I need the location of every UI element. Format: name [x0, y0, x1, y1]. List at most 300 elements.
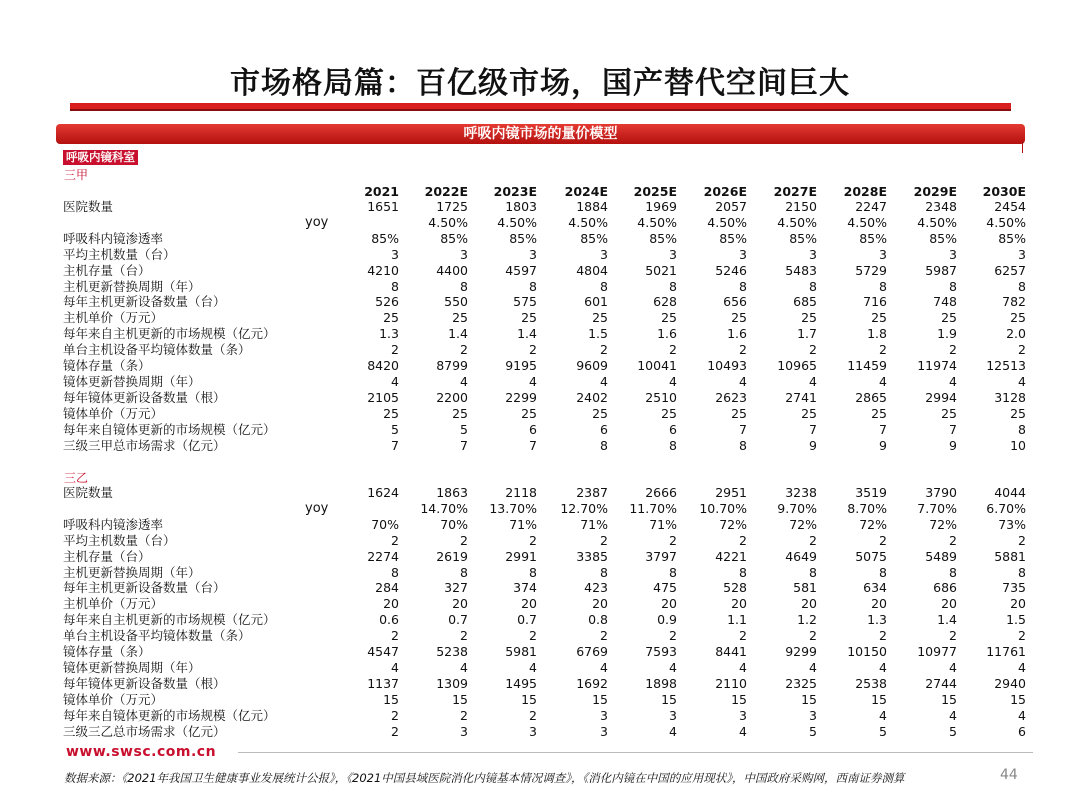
- table-cell: 2118: [505, 485, 537, 500]
- table-cell: 0.7: [517, 612, 537, 628]
- table-row: [63, 231, 1029, 247]
- table-cell: 5: [391, 421, 399, 437]
- table-cell: 15: [592, 691, 608, 707]
- table-cell: 25: [521, 405, 537, 421]
- table-cell: 2: [391, 723, 399, 739]
- table-cell: 1.9: [937, 326, 957, 342]
- table-cell: 2150: [785, 199, 817, 214]
- table-cell: 20: [941, 596, 957, 612]
- row-label: 呼吸科内镜渗透率: [63, 230, 164, 246]
- column-header: 2030E: [982, 184, 1026, 199]
- table-cell: 2: [739, 342, 747, 358]
- table-cell: 5729: [855, 262, 887, 278]
- table-cell: 9609: [576, 358, 608, 373]
- row-label: 镜体存量（条）: [63, 358, 151, 373]
- table-cell: 4: [809, 373, 817, 389]
- table-cell: 4: [879, 659, 887, 675]
- table-cell: 4.50%: [568, 214, 608, 230]
- table-cell: 8: [739, 278, 747, 294]
- table-cell: 550: [444, 294, 468, 310]
- table-cell: 8: [669, 437, 677, 453]
- section-header-bar: [56, 124, 1025, 144]
- table-cell: 575: [513, 294, 537, 310]
- table-cell: 1725: [436, 199, 468, 214]
- table-cell: 4597: [505, 262, 537, 278]
- table-cell: 85%: [929, 230, 957, 246]
- table-cell: 8: [809, 564, 817, 580]
- table-cell: 1.4: [448, 326, 468, 342]
- table-cell: 2200: [436, 389, 468, 405]
- row-label: 每年来自主机更新的市场规模（亿元）: [63, 326, 276, 342]
- table-cell: 3: [460, 723, 468, 739]
- row-label: 每年镜体更新设备数量（根）: [63, 675, 226, 691]
- column-header: 2026E: [703, 184, 747, 199]
- table-header-row: [63, 184, 1029, 200]
- section-title: 呼吸内镜市场的量价模型: [463, 126, 618, 142]
- table-cell: 2741: [785, 389, 817, 405]
- table-cell: 716: [863, 294, 887, 310]
- table-cell: 4: [529, 659, 537, 675]
- table-cell: 4804: [576, 262, 608, 278]
- table-cell: 8: [460, 564, 468, 580]
- row-label: 单台主机设备平均镜体数量（条）: [63, 342, 251, 358]
- table-cell: 15: [661, 691, 677, 707]
- table-cell: 85%: [789, 230, 817, 246]
- table-cell: 4: [460, 659, 468, 675]
- table-cell: 72%: [929, 516, 957, 532]
- table-cell: 3128: [994, 389, 1026, 405]
- table-cell: 4400: [436, 262, 468, 278]
- table-cell: 9: [879, 437, 887, 453]
- table-cell: 2247: [855, 199, 887, 214]
- table-cell: 2: [460, 342, 468, 358]
- table-cell: 5238: [436, 644, 468, 659]
- table-cell: 2: [529, 342, 537, 358]
- table-row: [63, 724, 1029, 740]
- table-cell: 1309: [436, 675, 468, 691]
- table-cell: 3238: [785, 485, 817, 500]
- table-cell: 3797: [645, 548, 677, 564]
- table-cell: 2: [460, 532, 468, 548]
- table-cell: 8: [1018, 278, 1026, 294]
- table-row: [63, 199, 1029, 215]
- table-cell: 10965: [777, 358, 817, 373]
- table-cell: 7: [739, 421, 747, 437]
- table-cell: 4: [879, 373, 887, 389]
- table-cell: 0.7: [448, 612, 468, 628]
- table-cell: 20: [521, 596, 537, 612]
- table-cell: 3: [529, 246, 537, 262]
- table-row: [63, 263, 1029, 279]
- table-cell: 2666: [645, 485, 677, 500]
- table-cell: 2: [1018, 532, 1026, 548]
- table-cell: 1495: [505, 675, 537, 691]
- table-cell: 8: [669, 278, 677, 294]
- table-cell: 4: [949, 707, 957, 723]
- table-cell: 25: [661, 405, 677, 421]
- table-row: [63, 565, 1029, 581]
- table-cell: 3: [600, 723, 608, 739]
- column-header: 2022E: [424, 184, 468, 199]
- table-cell: 2299: [505, 389, 537, 405]
- data-source-note: 数据来源：《2021年我国卫生健康事业发展统计公报》，《2021中国县域医院消化内镜基本情况调查》，《消化内镜在中国的应用现状》，中国政府采购网，西南证券测算: [64, 771, 905, 785]
- table-cell: 581: [793, 580, 817, 596]
- table-cell: 85%: [719, 230, 747, 246]
- table-cell: 15: [521, 691, 537, 707]
- table-cell: 1.8: [867, 326, 887, 342]
- group-label-sanjia: 三甲: [64, 168, 89, 182]
- table-row: [63, 549, 1029, 565]
- table-row: [63, 676, 1029, 692]
- table-row: [63, 708, 1029, 724]
- table-cell: 5881: [994, 548, 1026, 564]
- table-cell: 85%: [440, 230, 468, 246]
- table-cell: 4: [669, 723, 677, 739]
- table-cell: 9.70%: [777, 500, 817, 516]
- table-cell: 4: [949, 659, 957, 675]
- row-label: 每年来自主机更新的市场规模（亿元）: [63, 612, 276, 628]
- title-underline-shadow: [70, 109, 1011, 111]
- table-cell: 3519: [855, 485, 887, 500]
- table-cell: 1.5: [588, 326, 608, 342]
- table-cell: 601: [584, 294, 608, 310]
- table-cell: 25: [452, 310, 468, 326]
- table-cell: 2.0: [1006, 326, 1026, 342]
- table-cell: 25: [383, 310, 399, 326]
- table-cell: 25: [871, 405, 887, 421]
- table-cell: 5483: [785, 262, 817, 278]
- page-title: 市场格局篇：百亿级市场，国产替代空间巨大: [230, 66, 850, 101]
- table-cell: 2: [529, 628, 537, 644]
- table-cell: 4221: [715, 548, 747, 564]
- table-cell: 4: [949, 373, 957, 389]
- column-header: 2023E: [493, 184, 537, 199]
- table-cell: 7: [879, 421, 887, 437]
- table-cell: 72%: [859, 516, 887, 532]
- table-cell: 4.50%: [707, 214, 747, 230]
- table-cell: 2951: [715, 485, 747, 500]
- table-cell: 1884: [576, 199, 608, 214]
- table-cell: 11.70%: [629, 500, 677, 516]
- table-cell: 20: [731, 596, 747, 612]
- table-cell: 73%: [998, 516, 1026, 532]
- table-cell: 2: [879, 532, 887, 548]
- table-cell: 2: [529, 707, 537, 723]
- table-cell: 5: [809, 723, 817, 739]
- table-row: [63, 580, 1029, 596]
- table-cell: 526: [375, 294, 399, 310]
- column-header: 2025E: [633, 184, 677, 199]
- column-header: 2028E: [843, 184, 887, 199]
- table-cell: 2: [460, 707, 468, 723]
- table-cell: 8: [739, 437, 747, 453]
- table-cell: 4: [669, 373, 677, 389]
- table-cell: 5: [949, 723, 957, 739]
- table-cell: 4649: [785, 548, 817, 564]
- table-cell: 1137: [367, 675, 399, 691]
- page-number: 44: [1000, 767, 1018, 783]
- table-cell: 1.1: [727, 612, 747, 628]
- table-cell: 3: [949, 246, 957, 262]
- table-cell: 2: [600, 342, 608, 358]
- table-cell: 71%: [509, 516, 537, 532]
- row-label: 主机更新替换周期（年）: [63, 278, 201, 294]
- table-cell: 2274: [367, 548, 399, 564]
- table-cell: 25: [731, 310, 747, 326]
- table-cell: 8: [460, 278, 468, 294]
- table-cell: 6: [600, 421, 608, 437]
- table-cell: 4: [739, 373, 747, 389]
- table-cell: 327: [444, 580, 468, 596]
- row-label: 每年镜体更新设备数量（根）: [63, 389, 226, 405]
- table-cell: 4: [1018, 373, 1026, 389]
- table-cell: 71%: [580, 516, 608, 532]
- table-cell: 8: [1018, 421, 1026, 437]
- table-cell: 7: [460, 437, 468, 453]
- table-cell: 3: [669, 246, 677, 262]
- website-link[interactable]: www.swsc.com.cn: [66, 744, 217, 760]
- table-cell: 2: [600, 628, 608, 644]
- table-cell: 6: [529, 421, 537, 437]
- table-cell: 85%: [371, 230, 399, 246]
- table-cell: 3: [391, 246, 399, 262]
- table-cell: 14.70%: [420, 500, 468, 516]
- row-label: 主机单价（万元）: [63, 596, 164, 612]
- table-cell: 4: [879, 707, 887, 723]
- table-cell: 2: [460, 628, 468, 644]
- row-label: 每年主机更新设备数量（台）: [63, 294, 226, 310]
- row-label: 主机存量（台）: [63, 548, 151, 564]
- table-cell: 9: [949, 437, 957, 453]
- department-label: 呼吸内镜科室: [63, 150, 138, 165]
- table-cell: 5246: [715, 262, 747, 278]
- table-cell: 25: [592, 310, 608, 326]
- table-cell: 1.4: [517, 326, 537, 342]
- table-cell: 10: [1010, 437, 1026, 453]
- table-cell: 15: [1010, 691, 1026, 707]
- table-row: [63, 247, 1029, 263]
- table-row: [63, 517, 1029, 533]
- table-cell: 9195: [505, 358, 537, 373]
- table-cell: 25: [1010, 405, 1026, 421]
- table-cell: 2865: [855, 389, 887, 405]
- table-row: [63, 310, 1029, 326]
- yoy-label: yoy: [305, 500, 329, 516]
- table-cell: 25: [661, 310, 677, 326]
- column-header: 2027E: [773, 184, 817, 199]
- column-header: 2024E: [564, 184, 608, 199]
- table-cell: 1.2: [797, 612, 817, 628]
- table-cell: 3: [460, 246, 468, 262]
- table-cell: 3: [809, 707, 817, 723]
- table-cell: 7: [529, 437, 537, 453]
- table-row: [63, 358, 1029, 374]
- table-row: [63, 342, 1029, 358]
- table-cell: 475: [653, 580, 677, 596]
- table-cell: 4: [1018, 707, 1026, 723]
- table-cell: 25: [383, 405, 399, 421]
- table-cell: 8: [600, 278, 608, 294]
- table-cell: 2510: [645, 389, 677, 405]
- table-cell: 3: [739, 246, 747, 262]
- table-cell: 10493: [707, 358, 747, 373]
- table-cell: 2105: [367, 389, 399, 405]
- table-cell: 8.70%: [847, 500, 887, 516]
- table-cell: 7593: [645, 644, 677, 659]
- table-cell: 685: [793, 294, 817, 310]
- table-cell: 3790: [925, 485, 957, 500]
- table-cell: 2: [809, 532, 817, 548]
- table-cell: 25: [941, 310, 957, 326]
- table-cell: 2: [1018, 342, 1026, 358]
- table-cell: 5: [879, 723, 887, 739]
- table-cell: 8: [949, 564, 957, 580]
- table-cell: 3: [809, 246, 817, 262]
- table-cell: 10.70%: [699, 500, 747, 516]
- table-cell: 20: [1010, 596, 1026, 612]
- table-cell: 2110: [715, 675, 747, 691]
- table-cell: 2: [669, 342, 677, 358]
- table-cell: 5489: [925, 548, 957, 564]
- table-cell: 4: [529, 373, 537, 389]
- table-cell: 2744: [925, 675, 957, 691]
- table-cell: 9299: [785, 644, 817, 659]
- table-cell: 25: [452, 405, 468, 421]
- table-cell: 1624: [367, 485, 399, 500]
- table-cell: 25: [871, 310, 887, 326]
- footer-rule: [238, 752, 1033, 753]
- table-cell: 2325: [785, 675, 817, 691]
- table-cell: 0.9: [657, 612, 677, 628]
- table-cell: 1.3: [379, 326, 399, 342]
- row-label: 主机更新替换周期（年）: [63, 564, 201, 580]
- table-cell: 4.50%: [986, 214, 1026, 230]
- table-cell: 5981: [505, 644, 537, 659]
- row-label: 镜体存量（条）: [63, 644, 151, 659]
- table-cell: 6.70%: [986, 500, 1026, 516]
- table-cell: 284: [375, 580, 399, 596]
- table-cell: 2: [809, 628, 817, 644]
- row-label: 镜体单价（万元）: [63, 405, 164, 421]
- table-cell: 0.8: [588, 612, 608, 628]
- table-cell: 3385: [576, 548, 608, 564]
- column-header: 2029E: [913, 184, 957, 199]
- row-label: 主机单价（万元）: [63, 310, 164, 326]
- row-label: 医院数量: [63, 485, 114, 500]
- table-row: [63, 326, 1029, 342]
- table-row: [63, 644, 1029, 660]
- row-label: 医院数量: [63, 199, 114, 214]
- table-cell: 20: [452, 596, 468, 612]
- table-cell: 4.50%: [497, 214, 537, 230]
- table-cell: 70%: [440, 516, 468, 532]
- table-cell: 748: [933, 294, 957, 310]
- group-label-sanyi: 三乙: [64, 471, 89, 485]
- table-row: [63, 422, 1029, 438]
- table-cell: 6769: [576, 644, 608, 659]
- table-cell: 25: [801, 405, 817, 421]
- table-cell: 2454: [994, 199, 1026, 214]
- table-cell: 1969: [645, 199, 677, 214]
- table-cell: 2991: [505, 548, 537, 564]
- table-cell: 25: [592, 405, 608, 421]
- table-cell: 8799: [436, 358, 468, 373]
- table-cell: 15: [941, 691, 957, 707]
- table-row: [63, 406, 1029, 422]
- table-cell: 1.7: [797, 326, 817, 342]
- table-cell: 85%: [509, 230, 537, 246]
- table-cell: 8: [529, 564, 537, 580]
- table-cell: 3: [600, 246, 608, 262]
- table-cell: 2: [739, 532, 747, 548]
- table-cell: 6257: [994, 262, 1026, 278]
- table-cell: 10977: [917, 644, 957, 659]
- table-cell: 10041: [637, 358, 677, 373]
- table-cell: 4: [391, 659, 399, 675]
- table-cell: 11974: [917, 358, 957, 373]
- table-cell: 71%: [649, 516, 677, 532]
- table-cell: 8: [879, 278, 887, 294]
- table-cell: 1.5: [1006, 612, 1026, 628]
- table-cell: 2538: [855, 675, 887, 691]
- table-cell: 2: [600, 532, 608, 548]
- table-cell: 2: [391, 342, 399, 358]
- table-cell: 5987: [925, 262, 957, 278]
- table-cell: 12.70%: [560, 500, 608, 516]
- table-cell: 4: [669, 659, 677, 675]
- table-cell: 6: [669, 421, 677, 437]
- column-header: 2021: [364, 184, 399, 199]
- table-cell: 25: [521, 310, 537, 326]
- row-label: 镜体单价（万元）: [63, 691, 164, 707]
- table-cell: 2402: [576, 389, 608, 405]
- table-cell: 8420: [367, 358, 399, 373]
- table-cell: 374: [513, 580, 537, 596]
- table-cell: 15: [731, 691, 747, 707]
- table-cell: 2: [949, 532, 957, 548]
- table-cell: 2: [391, 707, 399, 723]
- table-cell: 4: [1018, 659, 1026, 675]
- table-cell: 2: [879, 628, 887, 644]
- table-cell: 4: [460, 373, 468, 389]
- table-row: [63, 215, 1029, 231]
- table-cell: 15: [871, 691, 887, 707]
- table-cell: 2: [669, 532, 677, 548]
- row-label: 每年来自镜体更新的市场规模（亿元）: [63, 421, 276, 437]
- table-cell: 8: [739, 564, 747, 580]
- row-label: 三级三甲总市场需求（亿元）: [63, 437, 226, 453]
- table-cell: 3: [669, 707, 677, 723]
- table-cell: 25: [1010, 310, 1026, 326]
- table-cell: 2: [739, 628, 747, 644]
- table-cell: 2057: [715, 199, 747, 214]
- table-row: [63, 294, 1029, 310]
- table-cell: 11761: [986, 644, 1026, 659]
- table-cell: 2: [809, 342, 817, 358]
- table-cell: 7: [809, 421, 817, 437]
- table-cell: 4044: [994, 485, 1026, 500]
- table-cell: 15: [452, 691, 468, 707]
- table-row: [63, 279, 1029, 295]
- table-cell: 1.6: [727, 326, 747, 342]
- table-cell: 7: [949, 421, 957, 437]
- table-cell: 72%: [789, 516, 817, 532]
- row-label: 每年主机更新设备数量（台）: [63, 580, 226, 596]
- table-cell: 8: [600, 564, 608, 580]
- table-cell: 12513: [986, 358, 1026, 373]
- table-row: [63, 596, 1029, 612]
- row-label: 主机存量（台）: [63, 262, 151, 278]
